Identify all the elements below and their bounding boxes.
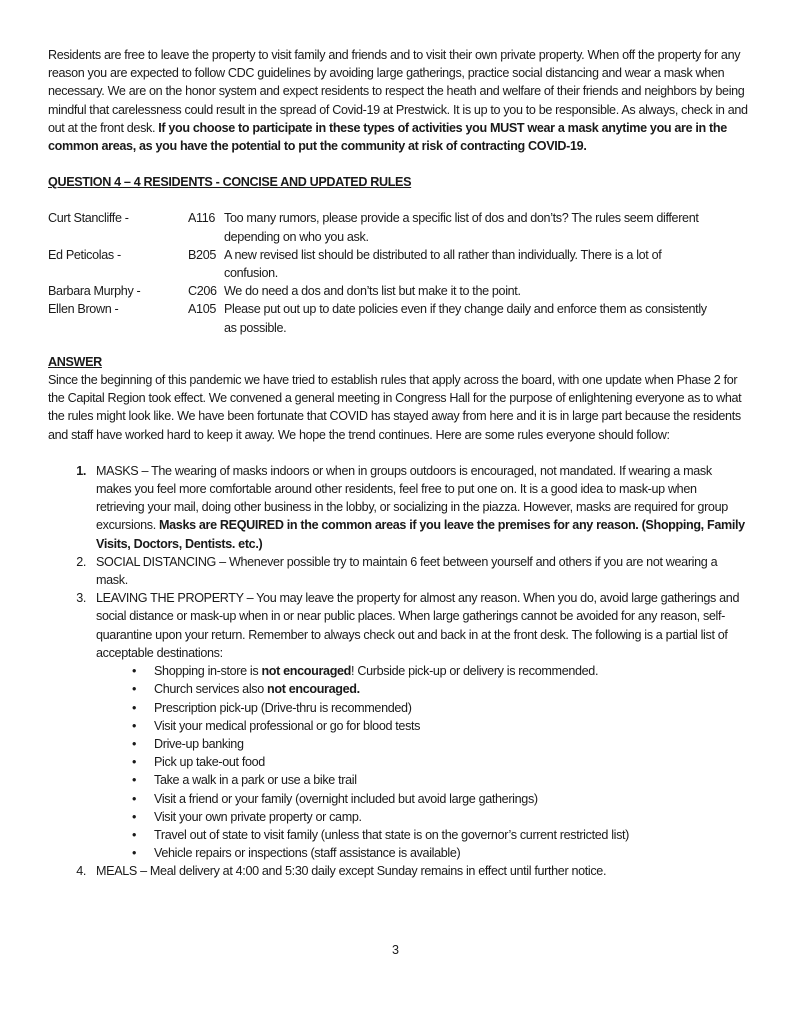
rule-body xyxy=(96,462,748,553)
destination-text xyxy=(154,826,629,844)
destination-item xyxy=(96,826,748,844)
resident-comment: We do need a dos and don’ts list but make it to the point. xyxy=(224,284,521,299)
destination-item xyxy=(96,662,748,680)
answer-paragraph: Since the beginning of this pandemic we have tried to establish rules that apply across the board, with one update when Phase 2 for the Capital Region took effect. We convened a general meeting in Congress Hall for the purpose of enlightening everyone as to what the rules might look like. We have been fortunate that COVID has stayed away from here and it is in large part because the residents and staff have worked hard to keep it away. We hope the trend continues. Here are some rules everyone should follow: xyxy=(48,373,742,442)
destination-text xyxy=(154,790,538,808)
page-number: 3 xyxy=(391,943,399,957)
destination-item xyxy=(96,735,748,753)
resident-row xyxy=(48,300,748,336)
resident-comment: A new revised list should be distributed to all rather than individually. There is a lot of confusion. xyxy=(224,247,662,281)
destination-text-plain: Shopping in-store is xyxy=(154,664,262,679)
rule-text: LEAVING THE PROPERTY – You may leave the property for almost any reason. When you do, avoid large gatherings and social distance or mask-up when in or near public places. When large gatherings cannot be avoided for any reason, self-quarantine upon your return. Remember to always check out and back in at the front desk. The following is a partial list of acceptable destinations: xyxy=(96,591,740,660)
rule-bold-text: Masks are REQUIRED in the common areas if you leave the premises for any reason. (Shopping, Family Visits, Doctors, Dentists. etc.) xyxy=(96,518,745,551)
resident-unit: C206 xyxy=(188,284,217,299)
destination-text-bold: not encouraged xyxy=(261,664,352,679)
destination-text-plain: Visit your own private property or camp. xyxy=(154,809,362,824)
intro-text: Residents are free to leave the property to visit family and friends and to visit their own private property. When off the property for any reason you are expected to follow CDC guidelines by avoiding large gatherings, practice social distancing and wear a mask when necessary. We are on the honor system and expect residents to respect the heath and welfare of their friends and neighbors by being mindful that carelessness could result in the spread of Covid-19 at Prestwick. It is up to you to be responsible. As always, check in and out at the front desk. xyxy=(48,48,748,135)
bullet-icon: • xyxy=(131,755,136,770)
destination-text xyxy=(154,771,357,789)
rule-text: MASKS – The wearing of masks indoors or when in groups outdoors is encouraged, not mandated. If wearing a mask makes you feel more comfortable around other residents, feel free to put one on. It is a good idea to mask-up when retrieving your mail, doing other business in the lobby, or socializing in the piazza. However, masks are required for group excursions. xyxy=(96,463,728,533)
destination-item xyxy=(96,844,748,862)
rule-item-social-distancing xyxy=(48,553,748,589)
answer-heading: ANSWER xyxy=(48,354,102,369)
resident-row xyxy=(48,282,748,300)
destination-item xyxy=(96,717,748,735)
question-heading: QUESTION 4 – 4 RESIDENTS - CONCISE AND UPDATED RULES xyxy=(48,175,412,190)
rule-text: SOCIAL DISTANCING – Whenever possible try to maintain 6 feet between yourself and others if you are not wearing a mask. xyxy=(96,554,718,588)
destination-text-plain: Take a walk in a park or use a bike trail xyxy=(154,773,357,788)
destination-text-plain: Church services also xyxy=(154,682,268,697)
destination-text-plain: Visit your medical professional or go for blood tests xyxy=(154,718,421,733)
resident-unit: A116 xyxy=(188,211,216,226)
destination-text-bold: not encouraged. xyxy=(267,682,360,697)
intro-bold-warning: If you choose to participate in these types of activities you MUST wear a mask anytime you are in the common areas, as you have the potential to put the community at risk of contracting COVID-19. xyxy=(48,120,727,154)
bullet-icon: • xyxy=(131,736,136,751)
bullet-icon: • xyxy=(131,682,136,697)
destination-item xyxy=(96,753,748,771)
rule-item-masks xyxy=(48,462,748,553)
rule-number: 3. xyxy=(76,591,86,606)
resident-name: Ellen Brown - xyxy=(48,302,119,317)
destination-text xyxy=(154,753,265,771)
destination-text-plain: Travel out of state to visit family (unless that state is on the governor’s current restricted list) xyxy=(154,827,630,842)
destination-item xyxy=(96,699,748,717)
resident-unit: A105 xyxy=(188,302,217,317)
resident-comment: Please put out up to date policies even if they change daily and enforce them as consistently as possible. xyxy=(224,302,707,335)
destination-text xyxy=(154,735,244,753)
resident-row xyxy=(48,209,748,245)
bullet-icon: • xyxy=(131,664,136,679)
destination-text xyxy=(154,717,420,735)
bullet-icon: • xyxy=(131,718,136,733)
bullet-icon: • xyxy=(131,846,136,861)
resident-name: Ed Peticolas - xyxy=(48,247,121,262)
destination-item xyxy=(96,771,748,789)
resident-row xyxy=(48,246,748,282)
document-page xyxy=(48,46,748,881)
destinations-list xyxy=(96,662,748,862)
intro-paragraph xyxy=(48,46,748,155)
resident-unit: B205 xyxy=(188,247,217,262)
destination-text xyxy=(154,699,412,717)
rule-body xyxy=(96,589,748,862)
rules-list xyxy=(48,462,748,881)
bullet-icon: • xyxy=(131,809,136,824)
rule-item-leaving-property xyxy=(48,589,748,862)
destination-text xyxy=(154,844,460,862)
destination-text xyxy=(154,808,362,826)
resident-name: Barbara Murphy - xyxy=(48,284,141,299)
rule-number: 2. xyxy=(76,554,86,569)
resident-comment: Too many rumors, please provide a specific list of dos and don’ts? The rules seem different depending on who you ask. xyxy=(224,211,699,244)
residents-table xyxy=(48,209,748,336)
bullet-icon: • xyxy=(131,791,136,806)
rule-number: 1. xyxy=(76,463,86,478)
destination-item xyxy=(96,680,748,698)
rule-text: MEALS – Meal delivery at 4:00 and 5:30 daily except Sunday remains in effect until further notice. xyxy=(96,864,607,879)
destination-text-plain: Vehicle repairs or inspections (staff assistance is available) xyxy=(154,846,461,861)
destination-text xyxy=(154,680,360,698)
bullet-icon: • xyxy=(131,773,136,788)
destination-item xyxy=(96,790,748,808)
rule-item-meals xyxy=(48,862,748,880)
rule-number: 4. xyxy=(76,864,86,879)
resident-name: Curt Stancliffe - xyxy=(48,211,129,226)
destination-item xyxy=(96,808,748,826)
destination-text xyxy=(154,662,598,680)
destination-text-suffix: ! Curbside pick-up or delivery is recommended. xyxy=(351,664,599,679)
bullet-icon: • xyxy=(131,827,136,842)
destination-text-plain: Pick up take-out food xyxy=(154,755,265,770)
bullet-icon: • xyxy=(131,700,136,715)
destination-text-plain: Visit a friend or your family (overnight included but avoid large gatherings) xyxy=(154,791,538,806)
destination-text-plain: Prescription pick-up (Drive-thru is recommended) xyxy=(154,700,412,715)
destination-text-plain: Drive-up banking xyxy=(154,736,244,751)
